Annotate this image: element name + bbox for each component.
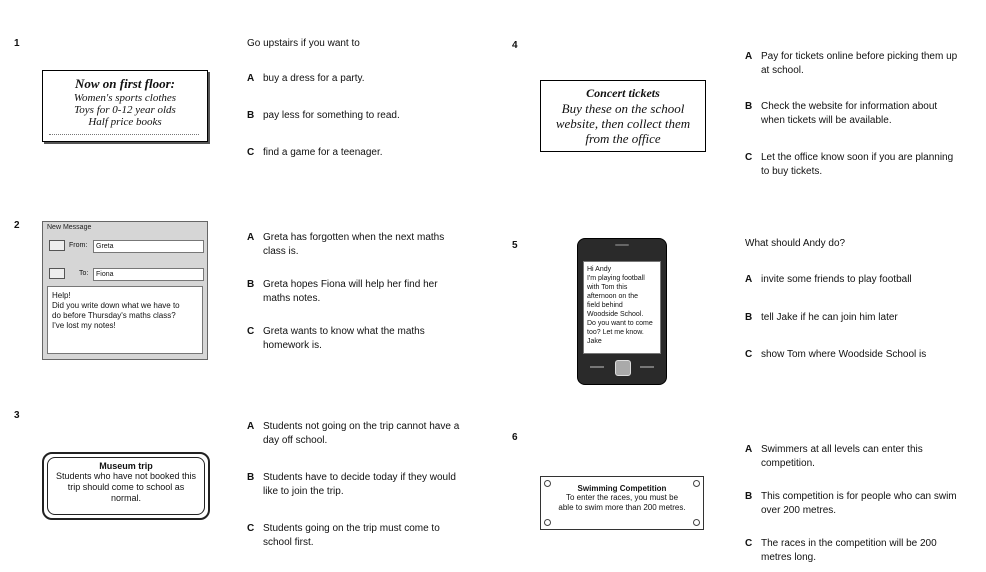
message-line: I've lost my notes! <box>52 321 116 330</box>
phone-screen <box>583 261 661 354</box>
option-letter: B <box>247 472 255 483</box>
screw-icon <box>544 519 551 526</box>
phone-speaker <box>615 244 629 246</box>
sms-line: Hi Andy <box>587 266 612 273</box>
option-letter: C <box>745 349 753 360</box>
option-letter: C <box>745 538 753 549</box>
question-number-5: 5 <box>512 240 518 251</box>
option-a[interactable] <box>247 420 477 448</box>
sign-line: website, then collect them <box>555 116 691 131</box>
sign-line: Toys for 0-12 year olds <box>74 104 176 116</box>
option-a[interactable] <box>745 443 975 471</box>
sms-line: Woodside School. <box>587 311 644 318</box>
address-book-icon[interactable] <box>49 240 65 251</box>
option-a[interactable] <box>745 273 975 287</box>
sign-title: Swimming Competition <box>577 484 667 493</box>
sign-line: Buy these on the school <box>561 101 685 116</box>
museum-trip-sign <box>42 452 210 520</box>
option-b[interactable] <box>745 311 975 325</box>
option-a[interactable] <box>247 231 477 259</box>
sign-title: Concert tickets <box>586 86 660 100</box>
option-letter: C <box>247 147 255 158</box>
swimming-competition-sign <box>540 476 704 530</box>
from-field[interactable]: Greta <box>93 240 204 253</box>
option-text: Students going on the trip must come to school first. <box>263 523 440 548</box>
option-letter: C <box>745 152 753 163</box>
option-a[interactable] <box>247 72 477 86</box>
sign-title: Museum trip <box>99 461 153 471</box>
mobile-phone <box>577 238 667 385</box>
option-text: Students not going on the trip cannot have a day off school. <box>263 421 460 446</box>
sign-line: Women's sports clothes <box>73 92 177 104</box>
option-letter: C <box>247 326 255 337</box>
home-button-icon[interactable] <box>615 360 631 376</box>
option-letter: B <box>745 491 753 502</box>
option-text: Let the office know soon if you are planning to buy tickets. <box>761 152 954 177</box>
option-text: Check the website for information about when tickets will be available. <box>761 101 938 126</box>
to-field[interactable]: Fiona <box>93 268 204 281</box>
option-letter: A <box>745 274 753 285</box>
message-line: Did you write down what we have to <box>52 301 180 310</box>
option-c[interactable] <box>247 522 477 550</box>
option-c[interactable] <box>745 151 975 179</box>
end-call-button-icon[interactable] <box>640 366 654 368</box>
sign-line: trip should come to school as <box>67 482 185 492</box>
sign-line: able to swim more than 200 metres. <box>558 503 686 512</box>
option-text: Greta has forgotten when the next maths class is. <box>263 232 445 257</box>
option-letter: A <box>745 51 753 62</box>
sms-line: I'm playing football <box>587 275 645 282</box>
question-number-3: 3 <box>14 410 20 421</box>
option-text: This competition is for people who can swim over 200 metres. <box>761 491 957 516</box>
window-title: New Message <box>47 224 92 231</box>
question-number-6: 6 <box>512 432 518 443</box>
option-text: Students have to decide today if they would like to join the trip. <box>263 472 456 497</box>
sign-inner-border <box>47 457 205 515</box>
question-number-1: 1 <box>14 38 20 49</box>
sign-line: To enter the races, you must be <box>565 493 679 502</box>
option-b[interactable] <box>745 490 975 518</box>
option-text: Swimmers at all levels can enter this competition. <box>761 444 923 469</box>
sign-line: normal. <box>110 493 141 503</box>
option-b[interactable] <box>745 100 975 128</box>
option-text: find a game for a teenager. <box>263 147 383 158</box>
first-floor-sign <box>42 70 208 142</box>
option-letter: B <box>247 110 255 121</box>
option-text: show Tom where Woodside School is <box>761 349 927 360</box>
option-letter: A <box>247 73 255 84</box>
sms-line: Jake <box>587 338 602 345</box>
message-line: Help! <box>52 291 71 300</box>
sign-line: from the office <box>585 131 661 146</box>
option-text: pay less for something to read. <box>263 110 400 121</box>
address-book-icon[interactable] <box>49 268 65 279</box>
decorative-divider <box>49 134 199 135</box>
option-c[interactable] <box>745 537 975 565</box>
sign-line: Half price books <box>88 116 162 128</box>
question-number-2: 2 <box>14 220 20 231</box>
option-letter: A <box>745 444 753 455</box>
option-letter: B <box>745 312 753 323</box>
question-stem: What should Andy do? <box>745 238 846 249</box>
new-message-window <box>42 221 208 360</box>
call-button-icon[interactable] <box>590 366 604 368</box>
sms-line: field behind <box>587 302 623 309</box>
option-b[interactable] <box>247 278 477 306</box>
option-letter: B <box>247 279 255 290</box>
sign-line: Students who have not booked this <box>55 471 197 481</box>
question-number-4: 4 <box>512 40 518 51</box>
message-line: do before Thursday's maths class? <box>52 311 176 320</box>
option-letter: A <box>247 232 255 243</box>
option-letter: A <box>247 421 255 432</box>
option-text: Pay for tickets online before picking them up at school. <box>761 51 958 76</box>
option-text: buy a dress for a party. <box>263 73 365 84</box>
concert-tickets-sign <box>540 80 706 152</box>
screw-icon <box>544 480 551 487</box>
sms-line: Do you want to come <box>587 320 653 327</box>
option-text: invite some friends to play football <box>761 274 912 285</box>
sms-line: too? Let me know. <box>587 329 644 336</box>
option-b[interactable] <box>247 471 477 499</box>
option-c[interactable] <box>745 348 975 362</box>
option-letter: C <box>247 523 255 534</box>
screw-icon <box>693 519 700 526</box>
to-label: To: <box>79 270 89 277</box>
option-b[interactable] <box>247 109 477 123</box>
question-stem: Go upstairs if you want to <box>247 38 360 49</box>
option-c[interactable] <box>247 325 477 353</box>
option-c[interactable] <box>247 146 477 160</box>
sign-title: Now on first floor: <box>74 76 176 91</box>
option-a[interactable] <box>745 50 975 78</box>
option-text: Greta wants to know what the maths homework is. <box>263 326 425 351</box>
option-text: Greta hopes Fiona will help her find her maths notes. <box>263 279 438 304</box>
screw-icon <box>693 480 700 487</box>
message-body[interactable] <box>47 286 203 354</box>
from-label: From: <box>69 242 88 249</box>
sms-line: afternoon on the <box>587 293 638 300</box>
sms-line: with Tom this <box>587 284 628 291</box>
option-text: The races in the competition will be 200 metres long. <box>761 538 937 563</box>
option-letter: B <box>745 101 753 112</box>
option-text: tell Jake if he can join him later <box>761 312 898 323</box>
